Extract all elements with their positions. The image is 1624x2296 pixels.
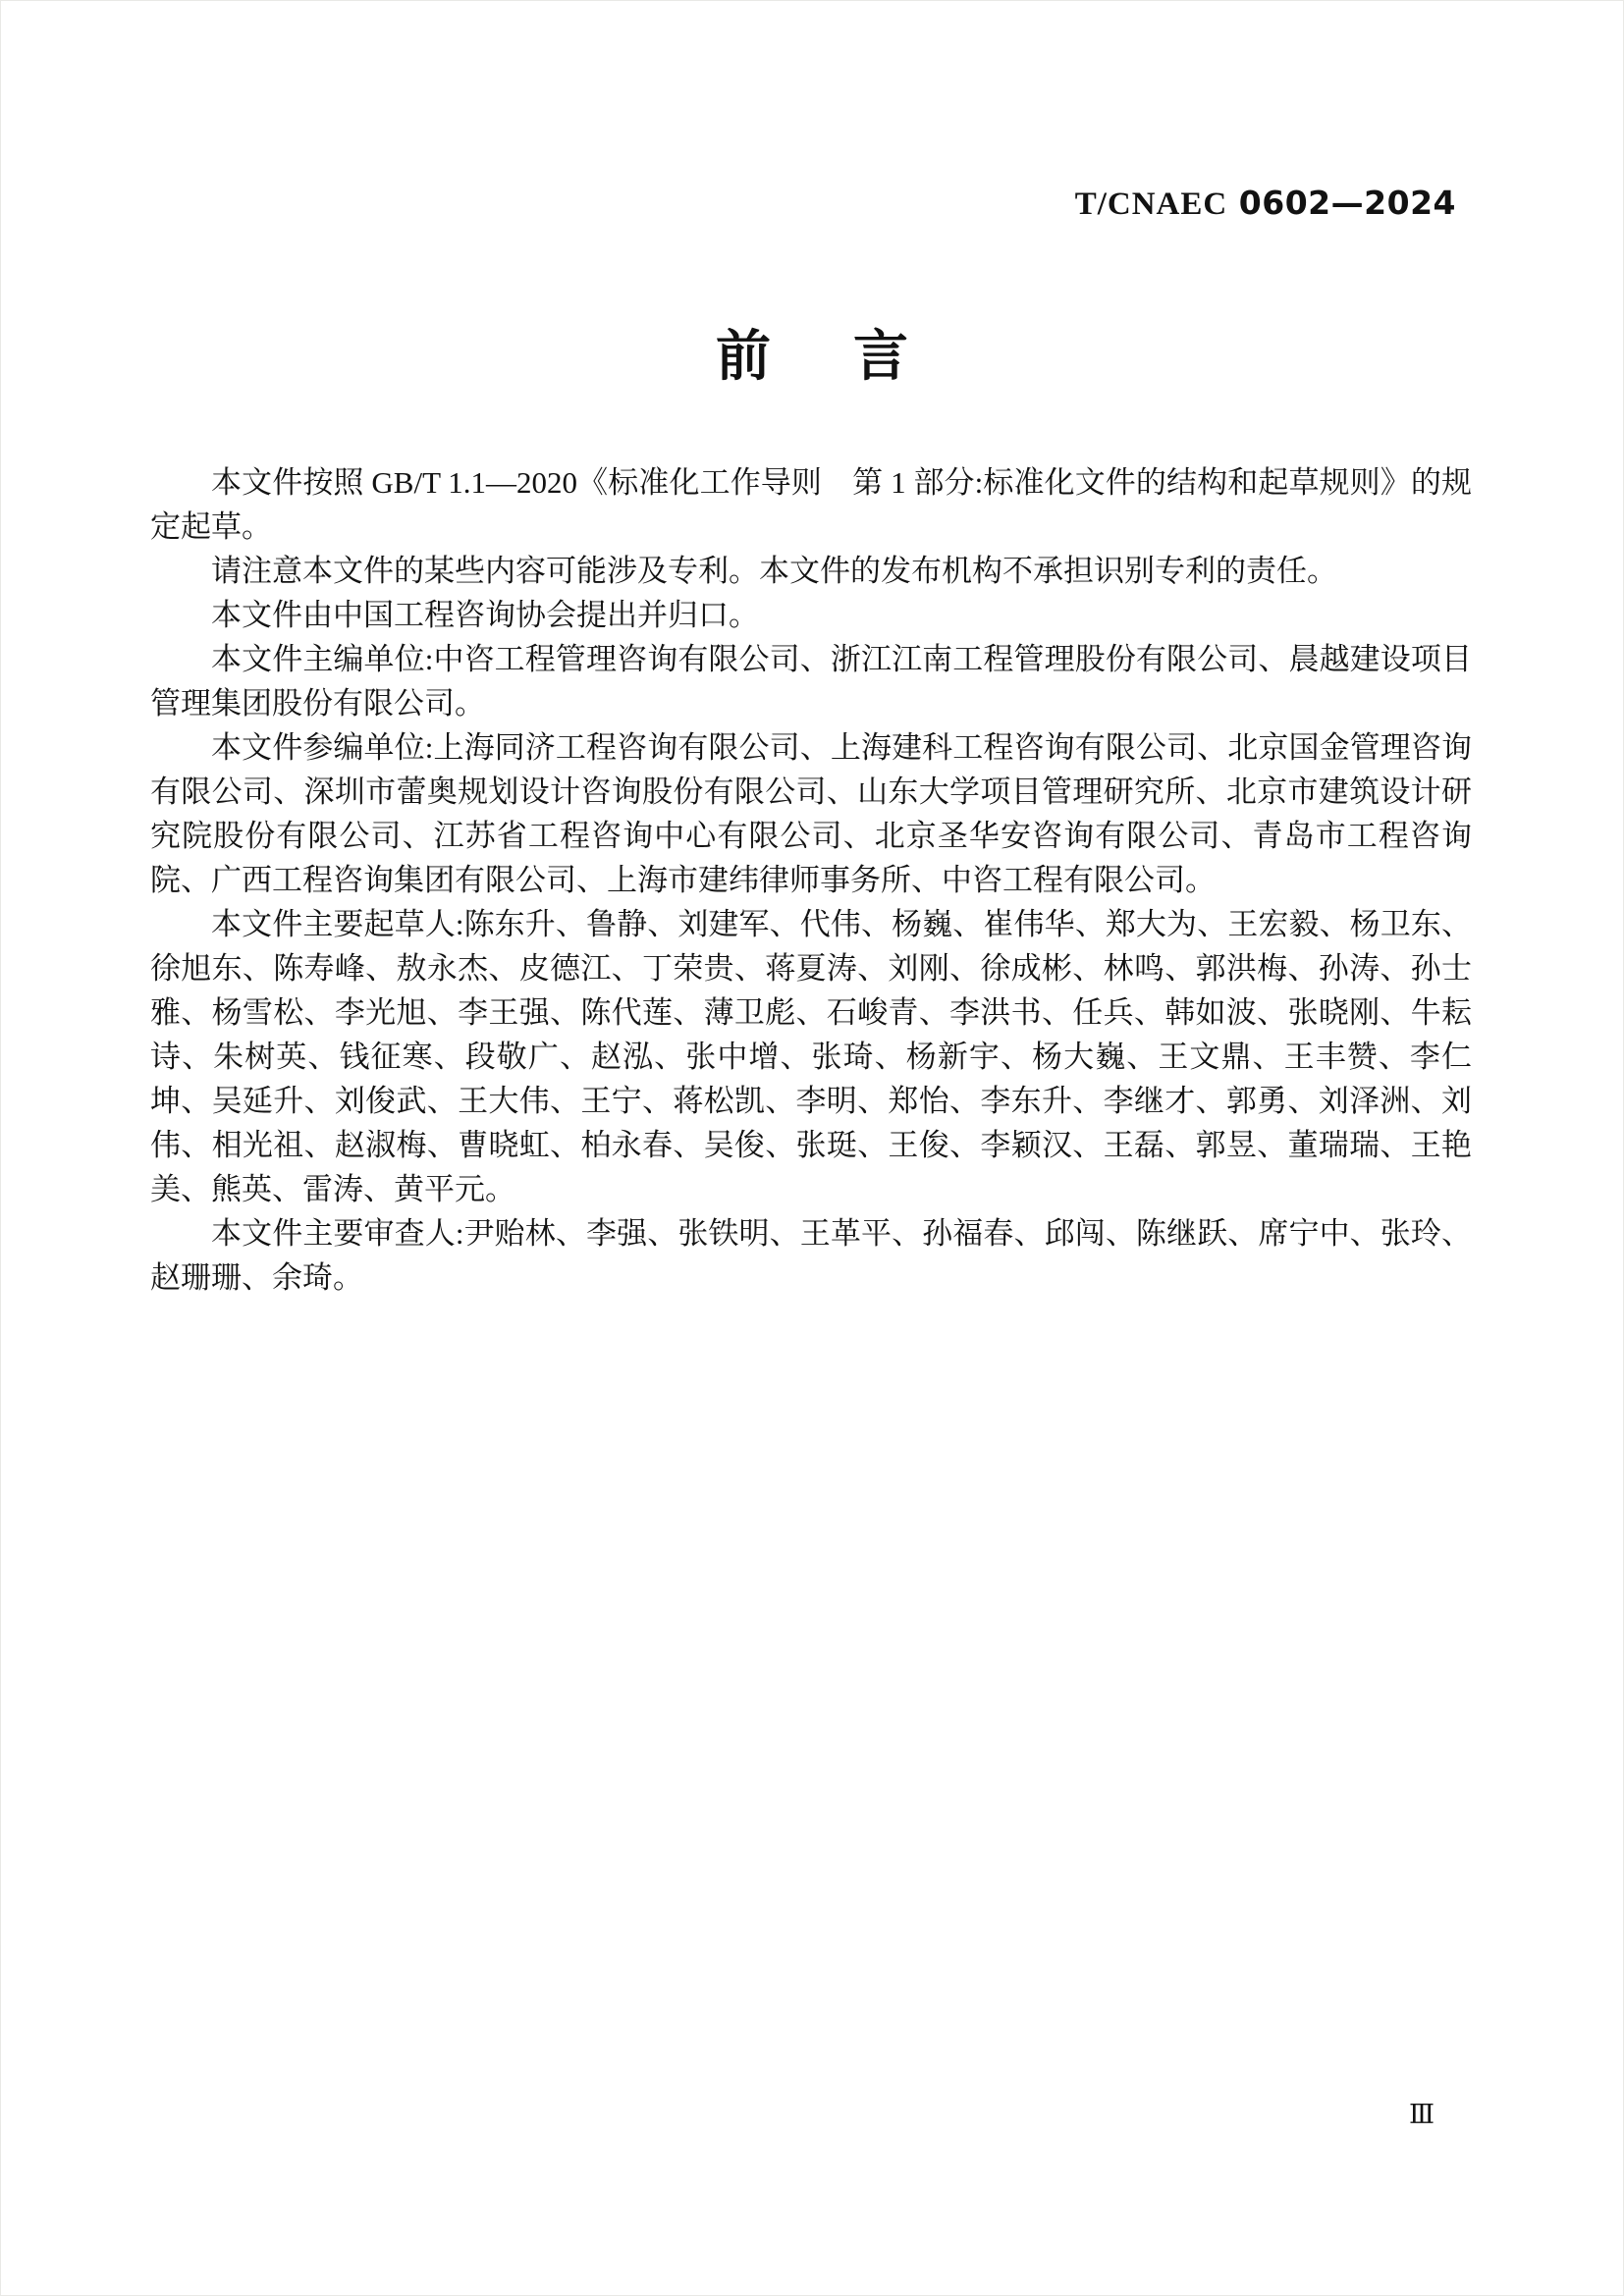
paragraph-participating-units: 本文件参编单位:上海同济工程咨询有限公司、上海建科工程咨询有限公司、北京国金管理咨询有限公司、深圳市蕾奥规划设计咨询股份有限公司、山东大学项目管理研究所、北京市建筑设计研究院股份有限公司、江苏省工程咨询中心有限公司、北京圣华安咨询有限公司、青岛市工程咨询院、广西工程咨询集团有限公司、上海市建纬律师事务所、中咨工程有限公司。 <box>150 730 1472 897</box>
page-title: 前言 <box>716 325 991 387</box>
paragraph-drafting-basis: 本文件按照 GB/T 1.1—2020《标准化工作导则 第 1 部分:标准化文件的结构和起草规则》的规定起草。 <box>150 465 1472 544</box>
paragraph-patent-notice: 请注意本文件的某些内容可能涉及专利。本文件的发布机构不承担识别专利的责任。 <box>211 554 1337 588</box>
page-number: Ⅲ <box>1408 2100 1435 2129</box>
paragraph-main-reviewers: 本文件主要审查人:尹贻林、李强、张铁明、王革平、孙福春、邱闯、陈继跃、席宁中、张玲、赵珊珊、余琦。 <box>150 1216 1472 1295</box>
paragraph-main-drafters: 本文件主要起草人:陈东升、鲁静、刘建军、代伟、杨巍、崔伟华、郑大为、王宏毅、杨卫东、徐旭东、陈寿峰、敖永杰、皮德江、丁荣贵、蒋夏涛、刘刚、徐成彬、林鸣、郭洪梅、孙涛、孙士雅、杨雪松、李光旭、李王强、陈代莲、薄卫彪、石峻青、李洪书、任兵、韩如波、张晓刚、牛耘诗、朱树英、钱征寒、段敬广、赵泓、张中增、张琦、杨新宇、杨大巍、王文鼎、王丰赞、李仁坤、吴延升、刘俊武、王大伟、王宁、蒋松凯、李明、郑怡、李东升、李继才、郭勇、刘泽洲、刘伟、相光祖、赵淑梅、曹晓虹、柏永春、吴俊、张珽、王俊、李颖汉、王磊、郭昱、董瑞瑞、王艳美、熊英、雷涛、黄平元。 <box>150 907 1472 1206</box>
paragraph-issuing-body: 本文件由中国工程咨询协会提出并归口。 <box>211 598 759 632</box>
foreword-body <box>150 460 1472 1300</box>
paragraph-chief-editing-units: 本文件主编单位:中咨工程管理咨询有限公司、浙江江南工程管理股份有限公司、晨越建设项目管理集团股份有限公司。 <box>150 642 1472 721</box>
standard-designation <box>1075 184 1456 223</box>
standard-code: T/CNAEC <box>1074 187 1228 222</box>
standard-number: 0602—2024 <box>1238 184 1456 222</box>
